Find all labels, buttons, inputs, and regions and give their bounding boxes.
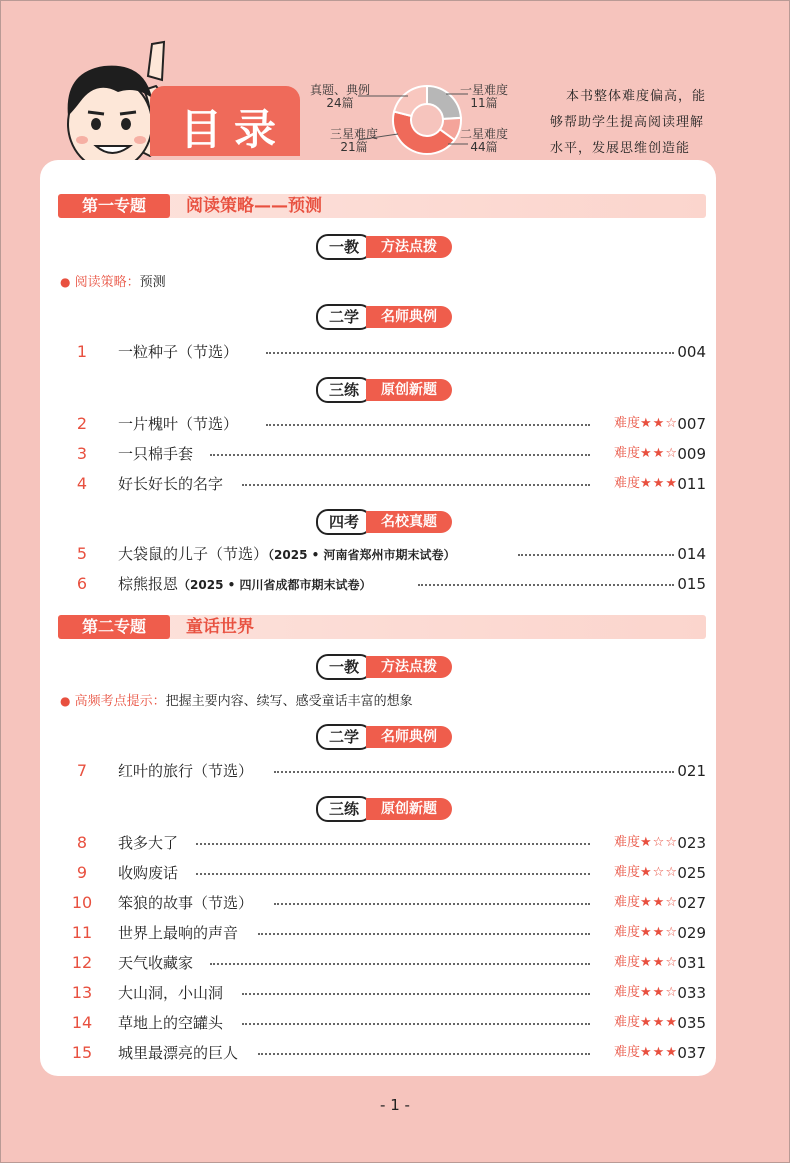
tip-text-2: 把握主要内容、续写、感受童话丰富的想象 — [165, 694, 413, 709]
entry-title — [118, 543, 455, 566]
section-title-2: 童话世界 — [186, 617, 254, 637]
category-example-2 — [316, 724, 452, 748]
dot-leader — [258, 1053, 590, 1055]
entry-source: （2025 • 河南省郑州市期末试卷） — [268, 548, 456, 562]
donut-label-one-star — [460, 84, 508, 110]
entry-page: 004 — [677, 343, 706, 361]
entry-page: 035 — [677, 1014, 706, 1032]
difficulty-rating — [614, 952, 678, 974]
entry-page: 015 — [677, 575, 706, 593]
toc-entry[interactable] — [62, 1042, 706, 1064]
toc-entry[interactable] — [62, 473, 706, 495]
category-example-name-2: 名师典例 — [366, 726, 452, 748]
star-icons: ★★☆ — [640, 925, 678, 940]
toc-entry[interactable] — [62, 952, 706, 974]
tip-label-2: 高频考点提示： — [74, 694, 166, 709]
entry-title: 笨狼的故事（节选） — [118, 894, 254, 912]
difficulty-label: 难度 — [614, 925, 641, 940]
entry-title: 好长好长的名字 — [118, 475, 224, 493]
difficulty-rating — [614, 982, 678, 1004]
difficulty-label: 难度 — [614, 446, 641, 461]
dot-leader — [266, 352, 674, 354]
donut-slice-3 — [394, 86, 427, 116]
section-header-2 — [58, 615, 706, 639]
difficulty-label: 难度 — [614, 835, 641, 850]
donut-label-two-star — [460, 128, 508, 154]
category-example-num-2: 二学 — [316, 724, 372, 750]
category-teach-2 — [316, 654, 452, 678]
difficulty-label: 难度 — [614, 1015, 641, 1030]
toc-entry[interactable] — [62, 892, 706, 914]
tip-1 — [60, 273, 166, 292]
star-icons: ★★★ — [640, 1045, 678, 1060]
dot-leader — [266, 424, 590, 426]
toc-entry[interactable] — [62, 982, 706, 1004]
entry-number: 6 — [76, 574, 88, 593]
flame-icon: ● — [60, 275, 71, 289]
star-icons: ★★☆ — [640, 985, 678, 1000]
entry-number: 9 — [76, 863, 88, 882]
toc-entry[interactable] — [62, 862, 706, 884]
dot-leader — [242, 1023, 590, 1025]
toc-entry[interactable] — [62, 922, 706, 944]
entry-title: 世界上最响的声音 — [118, 924, 239, 942]
difficulty-label: 难度 — [614, 895, 641, 910]
dot-leader — [210, 963, 590, 965]
difficulty-donut-chart — [300, 82, 530, 162]
dot-leader — [242, 484, 590, 486]
entry-number: 1 — [76, 342, 88, 361]
star-icons: ★★★ — [640, 1015, 678, 1030]
difficulty-label: 难度 — [614, 985, 641, 1000]
entry-title: 草地上的空罐头 — [118, 1014, 224, 1032]
entry-number: 2 — [76, 414, 88, 433]
difficulty-rating — [614, 832, 678, 854]
toc-entry[interactable] — [62, 832, 706, 854]
difficulty-rating — [614, 413, 678, 435]
entry-page: 027 — [677, 894, 706, 912]
star-icons: ★☆☆ — [640, 865, 678, 880]
category-practice-num-2: 三练 — [316, 796, 372, 822]
entry-page: 031 — [677, 954, 706, 972]
category-teach-1 — [316, 234, 452, 258]
star-icons: ★★☆ — [640, 895, 678, 910]
entry-title: 我多大了 — [118, 834, 179, 852]
difficulty-rating — [614, 1012, 678, 1034]
entry-page: 033 — [677, 984, 706, 1002]
donut-label-one-star-count: 11篇 — [470, 96, 498, 110]
entry-number: 15 — [71, 1043, 93, 1062]
donut-label-two-star-name: 二星难度 — [460, 127, 509, 141]
difficulty-rating — [614, 1042, 678, 1064]
category-example-num-1: 二学 — [316, 304, 372, 330]
donut-label-one-star-name: 一星难度 — [460, 83, 509, 97]
section-title-1: 阅读策略——预测 — [186, 196, 322, 216]
entry-title: 大山洞，小山洞 — [118, 984, 224, 1002]
entry-page: 037 — [677, 1044, 706, 1062]
entry-title: 一粒种子（节选） — [118, 343, 239, 361]
entry-title-text: 棕熊报恩 — [118, 575, 179, 593]
dot-leader — [258, 933, 590, 935]
dot-leader — [210, 454, 590, 456]
tip-2 — [60, 692, 413, 711]
star-icons: ★★☆ — [640, 416, 678, 431]
toc-entry[interactable] — [62, 443, 706, 465]
category-example-name-1: 名师典例 — [366, 306, 452, 328]
dot-leader — [196, 873, 590, 875]
entry-title: 红叶的旅行（节选） — [118, 762, 254, 780]
donut-label-real-count: 24篇 — [326, 96, 354, 110]
section-tag-2: 第二专题 — [58, 615, 170, 639]
entry-title: 城里最漂亮的巨人 — [118, 1044, 239, 1062]
dot-leader — [418, 584, 674, 586]
difficulty-label: 难度 — [614, 1045, 641, 1060]
entry-number: 12 — [71, 953, 93, 972]
donut-label-real — [310, 84, 370, 110]
entry-page: 011 — [677, 475, 706, 493]
difficulty-label: 难度 — [614, 476, 641, 491]
toc-entry[interactable] — [62, 760, 706, 782]
category-example-1 — [316, 304, 452, 328]
flame-icon: ● — [60, 694, 71, 708]
dot-leader — [518, 554, 674, 556]
entry-number: 10 — [71, 893, 93, 912]
category-practice-num-1: 三练 — [316, 377, 372, 403]
donut-label-three-star-count: 21篇 — [340, 140, 368, 154]
entry-page: 025 — [677, 864, 706, 882]
entry-number: 14 — [71, 1013, 93, 1032]
difficulty-rating — [614, 892, 678, 914]
entry-title-text: 大袋鼠的儿子（节选） — [118, 545, 269, 563]
star-icons: ★★☆ — [640, 446, 678, 461]
star-icons: ★★☆ — [640, 955, 678, 970]
donut-label-three-star-name: 三星难度 — [330, 127, 379, 141]
section-tag-1: 第一专题 — [58, 194, 170, 218]
entry-title: 收购废话 — [118, 864, 179, 882]
category-exam-num-1: 四考 — [316, 509, 372, 535]
entry-title: 一只棉手套 — [118, 445, 194, 463]
entry-number: 13 — [71, 983, 93, 1002]
entry-page: 029 — [677, 924, 706, 942]
difficulty-label: 难度 — [614, 955, 641, 970]
category-teach-name-1: 方法点拨 — [366, 236, 452, 258]
page-number: - 1 - — [380, 1096, 410, 1114]
tip-label-1: 阅读策略： — [74, 275, 140, 290]
entry-title: 天气收藏家 — [118, 954, 194, 972]
entry-page: 023 — [677, 834, 706, 852]
category-teach-name-2: 方法点拨 — [366, 656, 452, 678]
difficulty-rating — [614, 443, 678, 465]
donut-slice-0 — [427, 86, 461, 119]
entry-title: 一片槐叶（节选） — [118, 415, 239, 433]
entry-page: 007 — [677, 415, 706, 433]
difficulty-rating — [614, 473, 678, 495]
difficulty-rating — [614, 922, 678, 944]
donut-label-three-star — [330, 128, 378, 154]
intro-text: 本书整体难度偏高，能够帮助学生提高阅读理解水平，发展思维创造能 — [550, 89, 707, 156]
toc-entry[interactable] — [62, 413, 706, 435]
entry-number: 11 — [71, 923, 93, 942]
category-exam-name-1: 名校真题 — [366, 511, 452, 533]
entry-title — [118, 573, 371, 596]
category-teach-num-2: 一教 — [316, 654, 372, 680]
toc-entry[interactable] — [62, 573, 706, 595]
dot-leader — [242, 993, 590, 995]
dot-leader — [274, 903, 590, 905]
page-title: 目录 — [180, 105, 289, 154]
toc-entry[interactable] — [62, 341, 706, 363]
dot-leader — [196, 843, 590, 845]
difficulty-rating — [614, 862, 678, 884]
entry-page: 014 — [677, 545, 706, 563]
entry-number: 8 — [76, 833, 88, 852]
donut-label-real-name: 真题、典例 — [310, 83, 371, 97]
toc-entry[interactable] — [62, 543, 706, 565]
entry-page: 021 — [677, 762, 706, 780]
tip-text-1: 预测 — [139, 275, 166, 290]
entry-number: 7 — [76, 761, 88, 780]
entry-number: 5 — [76, 544, 88, 563]
dot-leader — [274, 771, 674, 773]
category-teach-num-1: 一教 — [316, 234, 372, 260]
star-icons: ★☆☆ — [640, 835, 678, 850]
toc-entry[interactable] — [62, 1012, 706, 1034]
difficulty-label: 难度 — [614, 416, 641, 431]
category-exam-1 — [316, 509, 452, 533]
entry-number: 4 — [76, 474, 88, 493]
category-practice-2 — [316, 796, 452, 820]
section-header-1 — [58, 194, 706, 218]
entry-number: 3 — [76, 444, 88, 463]
entry-source: （2025 • 四川省成都市期末试卷） — [178, 578, 372, 592]
entry-page: 009 — [677, 445, 706, 463]
category-practice-name-1: 原创新题 — [366, 379, 452, 401]
star-icons: ★★★ — [640, 476, 678, 491]
category-practice-1 — [316, 377, 452, 401]
difficulty-label: 难度 — [614, 865, 641, 880]
donut-label-two-star-count: 44篇 — [470, 140, 498, 154]
category-practice-name-2: 原创新题 — [366, 798, 452, 820]
